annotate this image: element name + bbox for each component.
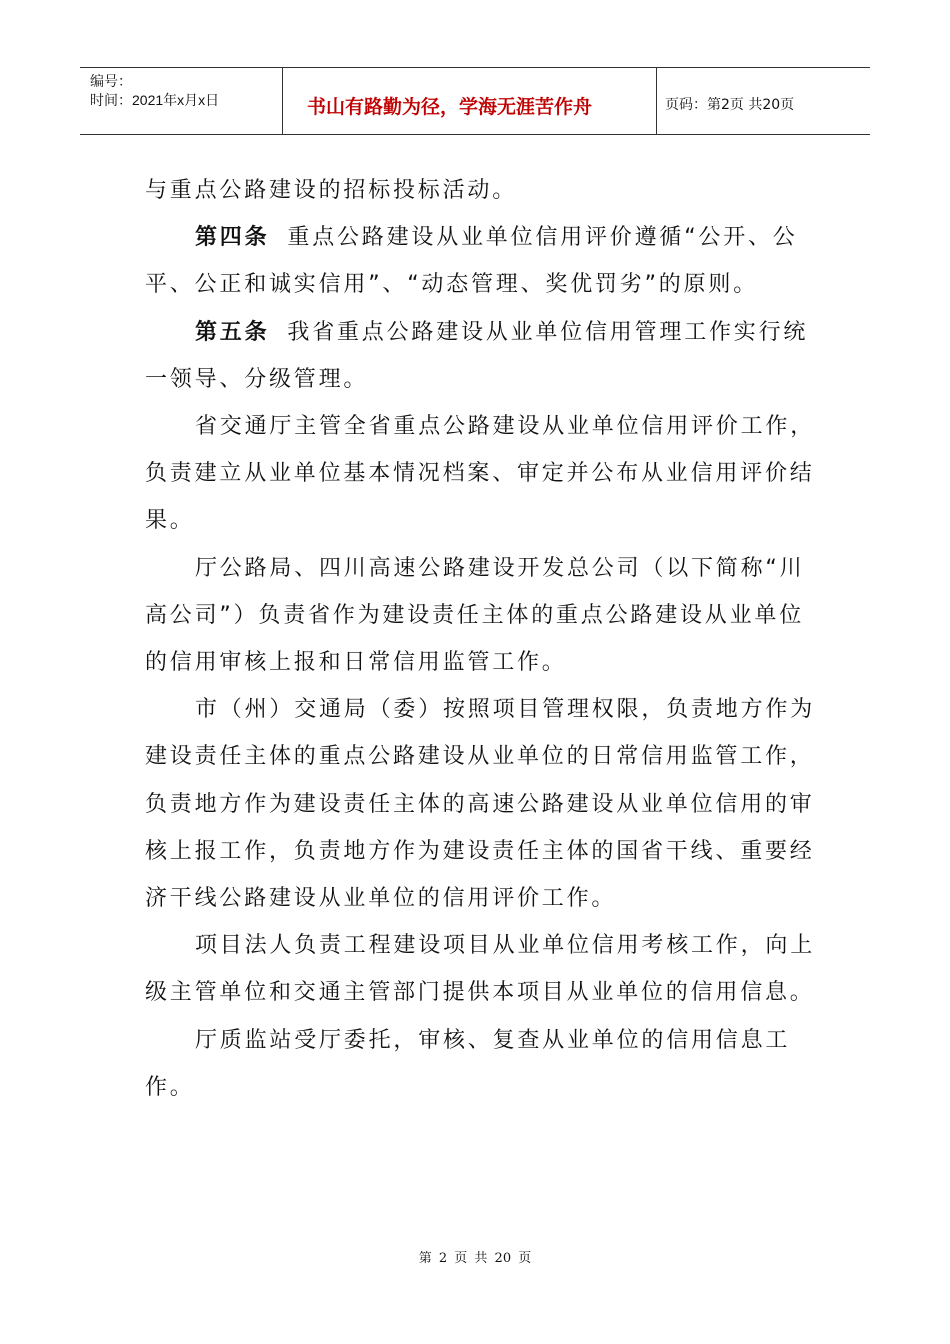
document-header bbox=[80, 67, 870, 135]
header-meta-cell bbox=[80, 68, 283, 134]
header-page-info: 页码：第2页 共20页 bbox=[665, 97, 795, 113]
article-5-paragraph bbox=[145, 309, 825, 403]
article-4-text: 重点公路建设从业单位信用评价遵循“公开、公平、公正和诚实信用”、“动态管理、奖优罚劣”的原则。 bbox=[145, 225, 798, 298]
article-5-text: 我省重点公路建设从业单位信用管理工作实行统一领导、分级管理。 bbox=[145, 319, 809, 392]
paragraph-project-legal-person: 项目法人负责工程建设项目从业单位信用考核工作，向上级主管单位和交通主管部门提供本项目从业单位的信用信息。 bbox=[145, 933, 816, 1006]
article-5-label: 第五条 bbox=[195, 319, 270, 345]
header-motto: 书山有路勤为径，学海无涯苦作舟 bbox=[283, 68, 657, 134]
paragraph-quality-station: 厅质监站受厅委托，审核、复查从业单位的信用信息工作。 bbox=[145, 1027, 791, 1100]
paragraph-city-transport-bureau: 市（州）交通局（委）按照项目管理权限，负责地方作为建设责任主体的重点公路建设从业单位的日常信用监管工作，负责地方作为建设责任主体的高速公路建设从业单位信用的审核上报工作，负责地方作为建设责任主体的国省干线、重要经济干线公路建设从业单位的信用评价工作。 bbox=[145, 697, 816, 912]
paragraph-highway-bureau: 厅公路局、四川高速公路建设开发总公司（以下简称“川高公司”）负责省作为建设责任主体的重点公路建设从业单位的信用审核上报和日常信用监管工作。 bbox=[145, 555, 805, 676]
document-body bbox=[145, 167, 825, 1111]
paragraph-continuation: 与重点公路建设的招标投标活动。 bbox=[145, 178, 518, 203]
document-date-label: 时间：2021年x月x日 bbox=[90, 92, 220, 108]
article-4-paragraph bbox=[145, 214, 825, 308]
document-number-label: 编号： bbox=[90, 73, 132, 89]
article-4-label: 第四条 bbox=[195, 225, 270, 251]
page-footer: 第 2 页 共 20 页 bbox=[418, 1251, 532, 1266]
paragraph-provincial-dept: 省交通厅主管全省重点公路建设从业单位信用评价工作，负责建立从业单位基本情况档案、审定并公布从业信用评价结果。 bbox=[145, 414, 816, 534]
